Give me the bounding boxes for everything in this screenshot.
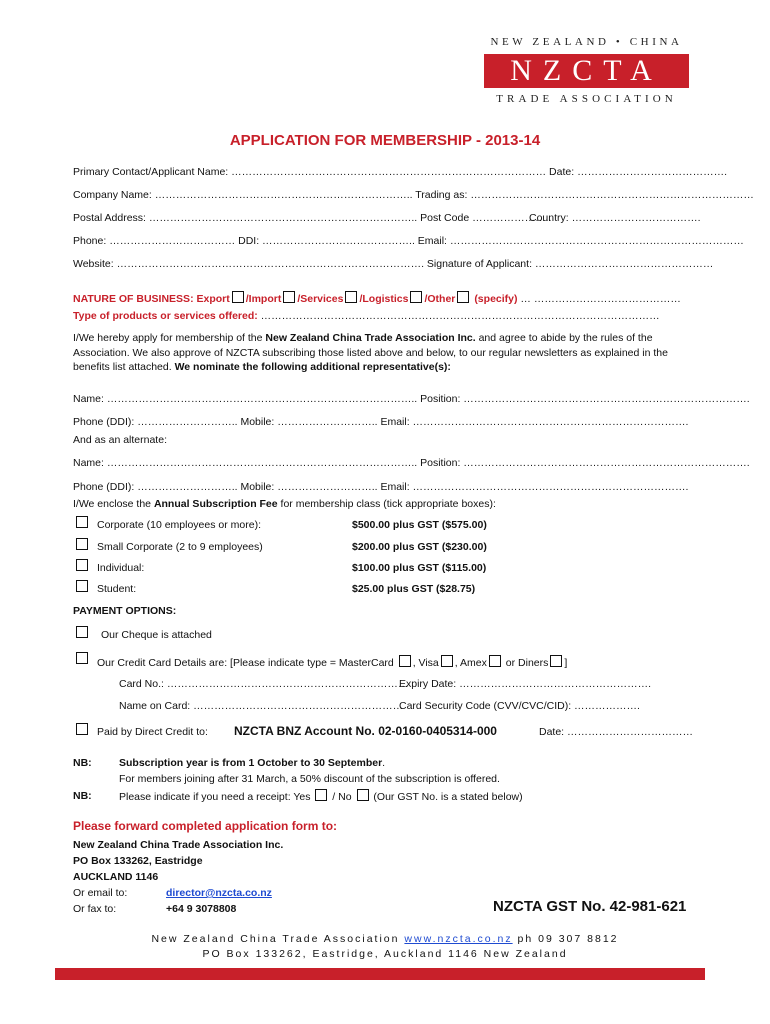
nb-subscription-year bbox=[119, 757, 385, 769]
footer-line-2: PO Box 133262, Eastridge, Auckland 1146 New Zealand bbox=[202, 948, 568, 960]
direct-credit-date-field[interactable]: Date: ……………………………… bbox=[539, 726, 694, 738]
receipt-row bbox=[119, 789, 523, 803]
card-intro: Our Credit Card Details are: [Please indicate type = MasterCard bbox=[97, 657, 394, 669]
visa-checkbox[interactable] bbox=[441, 655, 453, 667]
amex-label: , Amex bbox=[454, 657, 487, 669]
class-price: $25.00 plus GST ($28.75) bbox=[352, 583, 476, 595]
email-link[interactable]: director@nzcta.co.nz bbox=[166, 887, 272, 899]
enclose-line bbox=[73, 498, 496, 510]
receipt-no-checkbox[interactable] bbox=[357, 789, 369, 801]
class-label: Small Corporate (2 to 9 employees) bbox=[97, 541, 263, 553]
specify-field[interactable]: … …………………………………… bbox=[517, 293, 681, 305]
logo-bottom-text: TRADE ASSOCIATION bbox=[496, 93, 677, 105]
website-field[interactable]: Website: ……………………………………………………………………………. Signature of Applicant: …………………………………………… bbox=[73, 258, 714, 270]
receipt-note: (Our GST No. is a stated below) bbox=[370, 791, 523, 803]
postal-address-field[interactable]: Postal Address: ………………………………………………………………….. Post Code ………………….. bbox=[73, 212, 552, 224]
forward-po-box: PO Box 133262, Eastridge bbox=[73, 855, 203, 867]
fax-number: +64 9 3078808 bbox=[166, 903, 237, 915]
diners-label: or Diners bbox=[502, 657, 549, 669]
receipt-no-label: / No bbox=[329, 791, 352, 803]
class-price: $500.00 plus GST ($575.00) bbox=[352, 519, 487, 531]
intro-text-1: I/We hereby apply for membership of the bbox=[73, 332, 266, 344]
bank-account: NZCTA BNZ Account No. 02-0160-0405314-000 bbox=[234, 724, 497, 738]
logo-top-text: NEW ZEALAND • CHINA bbox=[490, 36, 683, 48]
class-price: $200.00 plus GST ($230.00) bbox=[352, 541, 487, 553]
class-label: Individual: bbox=[97, 562, 145, 574]
card-type-close: ] bbox=[564, 657, 568, 669]
products-field[interactable]: …………………………………………………………………………………………………… bbox=[257, 310, 660, 322]
forward-org: New Zealand China Trade Association Inc. bbox=[73, 839, 284, 851]
receipt-yes-label: Please indicate if you need a receipt: Yes bbox=[119, 791, 311, 803]
products-row bbox=[73, 310, 660, 322]
small-corporate-checkbox[interactable] bbox=[76, 538, 88, 550]
primary-contact-field[interactable]: Primary Contact/Applicant Name: ……………………………………………………………………………… Date: ……………………………………. bbox=[73, 166, 727, 178]
class-label: Student: bbox=[97, 583, 137, 595]
products-label: Type of products or services offered: bbox=[73, 310, 258, 322]
intro-org: New Zealand China Trade Association Inc. bbox=[265, 332, 476, 344]
nature-of-business-row bbox=[73, 291, 681, 305]
security-code-field[interactable]: Card Security Code (CVV/CVC/CID): ………………. bbox=[399, 700, 640, 712]
nb-line-1: Subscription year is from 1 October to 30 September bbox=[119, 757, 383, 769]
card-number-field[interactable]: Card No.: …………………………………………………………… bbox=[119, 678, 409, 690]
services-checkbox[interactable] bbox=[345, 291, 357, 303]
visa-label: , Visa bbox=[412, 657, 439, 669]
email-label: Or email to: bbox=[73, 887, 128, 899]
logo-acronym: NZCTA bbox=[510, 54, 663, 87]
import-label: /Import bbox=[245, 293, 282, 305]
footer-phone: ph 09 307 8812 bbox=[512, 933, 619, 945]
alternate-label: And as an alternate: bbox=[73, 434, 167, 446]
amex-checkbox[interactable] bbox=[489, 655, 501, 667]
country-field[interactable]: Country: ………………………………. bbox=[529, 212, 701, 224]
individual-checkbox[interactable] bbox=[76, 559, 88, 571]
specify-label: (specify) bbox=[474, 293, 518, 305]
logo-banner bbox=[484, 54, 689, 88]
cheque-checkbox[interactable] bbox=[76, 626, 88, 638]
import-checkbox[interactable] bbox=[283, 291, 295, 303]
diners-checkbox[interactable] bbox=[550, 655, 562, 667]
payment-heading: PAYMENT OPTIONS: bbox=[73, 605, 177, 617]
other-checkbox[interactable] bbox=[457, 291, 469, 303]
mastercard-checkbox[interactable] bbox=[399, 655, 411, 667]
intro-text-2: and agree to abide by the rules of the Association. We also approve of NZCTA subscribing those listed above and below, to our regular newsletters as explained in the benefits list attached. bbox=[73, 332, 668, 373]
name-on-card-field[interactable]: Name on Card: …………………………………………………… bbox=[119, 700, 404, 712]
alt-name-field[interactable]: Name: …………………………………………………………………………….. Position: ………………………………………………………………………. bbox=[73, 457, 750, 469]
expiry-date-field[interactable]: Expiry Date: ………………………………………………. bbox=[399, 678, 652, 690]
form-title: APPLICATION FOR MEMBERSHIP - 2013-14 bbox=[229, 132, 541, 149]
direct-credit-label: Paid by Direct Credit to: bbox=[97, 726, 208, 738]
card-type-row bbox=[97, 655, 567, 669]
footer-website-link[interactable]: www.nzcta.co.nz bbox=[404, 933, 513, 945]
enclose-text-2: for membership class (tick appropriate boxes): bbox=[277, 498, 496, 510]
nature-label: NATURE OF BUSINESS: Export bbox=[73, 293, 230, 305]
intro-paragraph bbox=[73, 331, 703, 375]
corporate-checkbox[interactable] bbox=[76, 516, 88, 528]
enclose-fee: Annual Subscription Fee bbox=[153, 498, 278, 510]
class-price: $100.00 plus GST ($115.00) bbox=[352, 562, 487, 574]
intro-nominate: We nominate the following additional representative(s): bbox=[174, 361, 451, 373]
gst-number: NZCTA GST No. 42-981-621 bbox=[493, 898, 687, 915]
nb-label: NB: bbox=[73, 790, 92, 802]
footer-line-1 bbox=[0, 933, 770, 945]
receipt-yes-checkbox[interactable] bbox=[315, 789, 327, 801]
nb-label: NB: bbox=[73, 757, 92, 769]
cheque-label: Our Cheque is attached bbox=[101, 629, 212, 641]
export-checkbox[interactable] bbox=[232, 291, 244, 303]
fax-label: Or fax to: bbox=[73, 903, 117, 915]
services-label: /Services bbox=[297, 293, 344, 305]
rep-name-field[interactable]: Name: …………………………………………………………………………….. Position: ………………………………………………………………………. bbox=[73, 393, 750, 405]
other-label: /Other bbox=[424, 293, 456, 305]
logistics-label: /Logistics bbox=[359, 293, 409, 305]
forward-heading: Please forward completed application form to: bbox=[73, 819, 338, 833]
alt-phone-field[interactable]: Phone (DDI): ……………………….. Mobile: ……………………….. Email: ……………………………………………………………………. bbox=[73, 481, 689, 493]
logistics-checkbox[interactable] bbox=[410, 291, 422, 303]
nb-line-1-end: . bbox=[382, 757, 386, 769]
footer-org: New Zealand China Trade Association bbox=[151, 933, 405, 945]
enclose-text-1: I/We enclose the bbox=[73, 498, 154, 510]
footer-red-bar bbox=[55, 968, 705, 980]
credit-card-checkbox[interactable] bbox=[76, 652, 88, 664]
forward-city: AUCKLAND 1146 bbox=[73, 871, 159, 883]
direct-credit-checkbox[interactable] bbox=[76, 723, 88, 735]
class-label: Corporate (10 employees or more): bbox=[97, 519, 261, 531]
nb-discount: For members joining after 31 March, a 50% discount of the subscription is offered. bbox=[119, 773, 500, 785]
phone-field[interactable]: Phone: ……………………………… DDI: …………………………………….. Email: ………………………………………………………………………… bbox=[73, 235, 744, 247]
company-name-field[interactable]: Company Name: ……………………………………………………………….. Trading as: ……………………………………………………………………… bbox=[73, 189, 754, 201]
student-checkbox[interactable] bbox=[76, 580, 88, 592]
rep-phone-field[interactable]: Phone (DDI): ……………………….. Mobile: ……………………….. Email: ……………………………………………………………………. bbox=[73, 416, 689, 428]
